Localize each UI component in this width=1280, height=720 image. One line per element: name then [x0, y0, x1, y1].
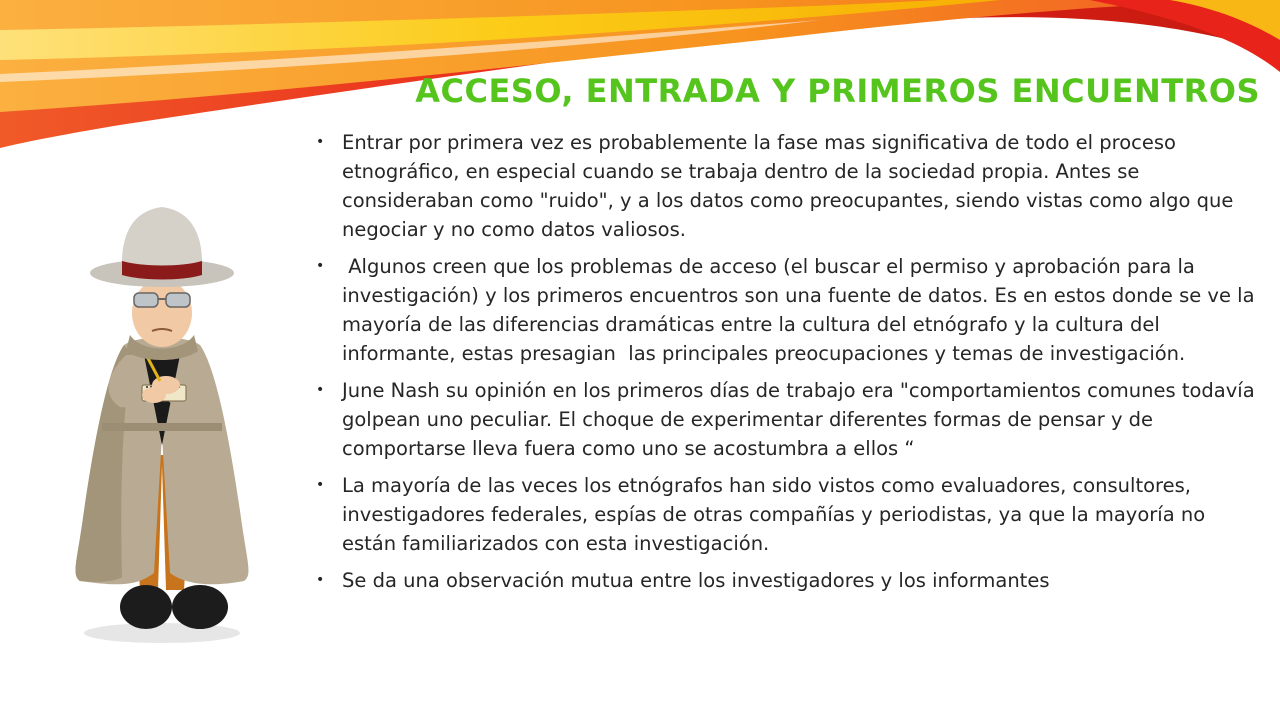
bullet-point-icon: •	[316, 134, 325, 150]
bullet-item	[316, 252, 1264, 368]
bullet-point-icon: •	[316, 382, 325, 398]
bullet-text: Entrar por primera vez es probablemente la fase mas significativa de todo el proceso etnográfico, en especial cuando se trabaja dentro de la sociedad propia. Antes se consideraban como "ruido", y a los datos como preocupantes, siendo vistas como algo que negociar y no como datos valiosos.	[342, 131, 1234, 241]
bullet-text: Se da una observación mutua entre los investigadores y los informantes	[342, 569, 1050, 592]
bullet-point-icon: •	[316, 258, 325, 274]
bullet-item	[316, 471, 1264, 558]
bullet-item	[316, 376, 1264, 463]
bullet-point-icon: •	[316, 572, 325, 588]
slide-title: ACCESO, ENTRADA Y PRIMEROS ENCUENTROS	[415, 72, 1260, 110]
bullet-item	[316, 566, 1264, 595]
bullet-list	[316, 128, 1264, 603]
bullet-text: La mayoría de las veces los etnógrafos han sido vistos como evaluadores, consultores, investigadores federales, espías de otras compañías y periodistas, ya que la mayoría no están familiarizados con esta investigación.	[342, 474, 1206, 555]
bullet-point-icon: •	[316, 477, 325, 493]
bullet-text: Algunos creen que los problemas de acceso (el buscar el permiso y aprobación para la investigación) y los primeros encuentros son una fuente de datos. Es en estos donde se ve la mayoría de las diferencias dramáticas entre la cultura del etnógrafo y la cultura del informante, estas presagian las principales preocupaciones y temas de investigación.	[342, 255, 1261, 365]
detective-illustration	[62, 195, 262, 645]
bullet-text: June Nash su opinión en los primeros días de trabajo era "comportamientos comunes todavía golpean uno peculiar. El choque de experimentar diferentes formas de pensar y de comportarse lleva fuera como uno se acostumbra a ellos “	[342, 379, 1255, 460]
bullet-item	[316, 128, 1264, 244]
